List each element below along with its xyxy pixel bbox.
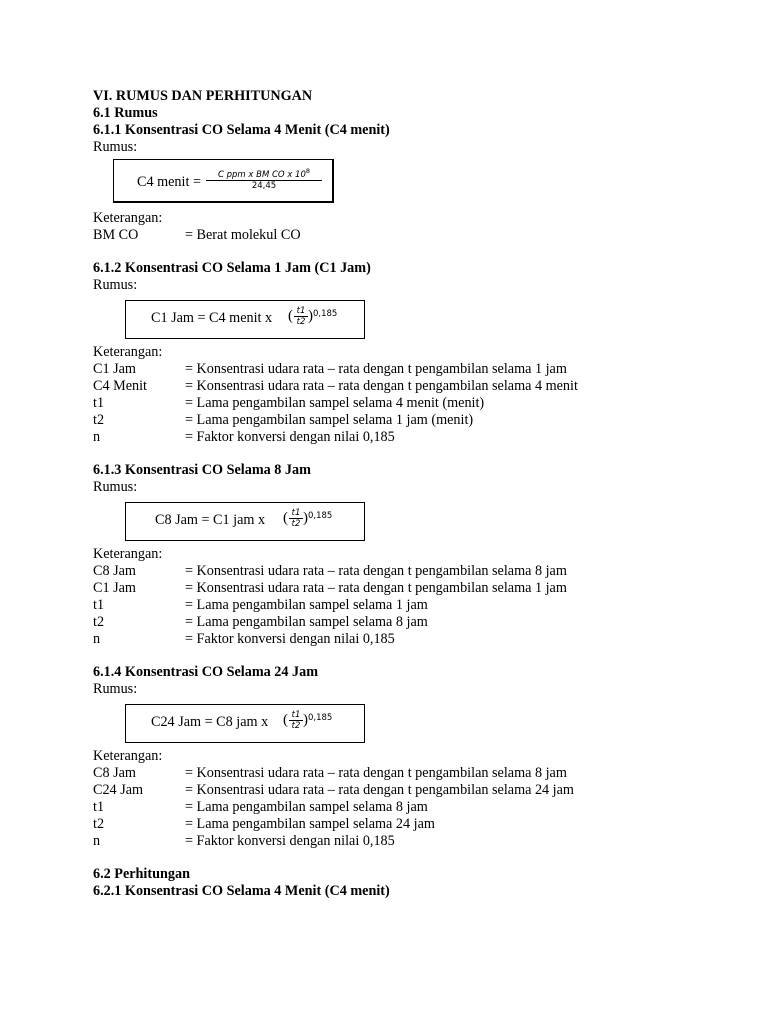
keterangan-definition: = Lama pengambilan sampel selama 1 jam (menit) (185, 412, 474, 428)
formula-lhs: C8 Jam = C1 jam x (155, 512, 266, 528)
rumus-label: Rumus: (93, 681, 138, 697)
keterangan-row (93, 597, 733, 614)
keterangan-row (93, 833, 733, 850)
keterangan-term: BM CO (93, 227, 139, 243)
keterangan-label: Keterangan: (93, 748, 163, 764)
keterangan-definition: = Faktor konversi dengan nilai 0,185 (185, 833, 395, 849)
close-paren: ) (303, 510, 308, 526)
subsection-heading-6-1-2: 6.1.2 Konsentrasi CO Selama 1 Jam (C1 Jam) (93, 260, 371, 276)
subsection-heading-6-1-1: 6.1.1 Konsentrasi CO Selama 4 Menit (C4 menit) (93, 122, 390, 138)
keterangan-term: t1 (93, 799, 105, 815)
keterangan-term: t2 (93, 816, 105, 832)
keterangan-definition: = Faktor konversi dengan nilai 0,185 (185, 631, 395, 647)
keterangan-row (93, 799, 733, 816)
formula-box-c4-menit (113, 159, 334, 203)
formula-denominator: t2 (291, 519, 301, 529)
keterangan-term: C8 Jam (93, 765, 136, 781)
keterangan-definition: = Konsentrasi udara rata – rata dengan t pengambilan selama 4 menit (185, 378, 578, 394)
formula-lhs: C1 Jam = C4 menit x (151, 310, 273, 326)
keterangan-term: t1 (93, 597, 105, 613)
keterangan-row (93, 580, 733, 597)
formula-numerator: t1 (289, 710, 303, 721)
numerator-text: C ppm x BM CO x 10 (217, 169, 306, 180)
keterangan-term: t2 (93, 412, 105, 428)
keterangan-definition: = Lama pengambilan sampel selama 1 jam (185, 597, 428, 613)
keterangan-definition: = Konsentrasi udara rata – rata dengan t pengambilan selama 8 jam (185, 765, 567, 781)
keterangan-term: C8 Jam (93, 563, 136, 579)
formula-fraction (294, 306, 308, 327)
keterangan-definition: = Berat molekul CO (185, 227, 301, 243)
keterangan-label: Keterangan: (93, 546, 163, 562)
keterangan-term: C1 Jam (93, 361, 136, 377)
section-heading-6-2: 6.2 Perhitungan (93, 866, 190, 882)
keterangan-term: n (93, 631, 101, 647)
formula-box-c8-jam (125, 502, 365, 541)
keterangan-definition: = Lama pengambilan sampel selama 4 menit (menit) (185, 395, 485, 411)
keterangan-term: C4 Menit (93, 378, 147, 394)
formula-fraction (289, 508, 303, 529)
formula-exponent: 0,185 (308, 713, 333, 723)
formula-denominator: t2 (291, 721, 301, 731)
keterangan-row (93, 765, 733, 782)
formula-denominator: 24,45 (251, 180, 277, 191)
keterangan-definition: = Konsentrasi udara rata – rata dengan t pengambilan selama 24 jam (185, 782, 574, 798)
open-paren: ( (283, 712, 288, 728)
formula-numerator: t1 (289, 508, 303, 519)
subsection-heading-6-2-1: 6.2.1 Konsentrasi CO Selama 4 Menit (C4 menit) (93, 883, 390, 899)
keterangan-term: C24 Jam (93, 782, 144, 798)
formula-numerator (206, 166, 322, 181)
subsection-heading-6-1-3: 6.1.3 Konsentrasi CO Selama 8 Jam (93, 462, 311, 478)
close-paren: ) (303, 712, 308, 728)
formula-denominator: t2 (296, 317, 306, 327)
keterangan-definition: = Lama pengambilan sampel selama 8 jam (185, 614, 428, 630)
keterangan-row (93, 816, 733, 833)
keterangan-row (93, 227, 733, 244)
formula-fraction (289, 710, 303, 731)
section-heading-6-1: 6.1 Rumus (93, 105, 158, 121)
keterangan-label: Keterangan: (93, 344, 163, 360)
rumus-label: Rumus: (93, 277, 138, 293)
subsection-heading-6-1-4: 6.1.4 Konsentrasi CO Selama 24 Jam (93, 664, 319, 680)
keterangan-row (93, 395, 733, 412)
keterangan-row (93, 614, 733, 631)
keterangan-row (93, 631, 733, 648)
formula-box-c1-jam (125, 300, 365, 339)
formula-exponent: 0,185 (313, 309, 338, 319)
rumus-label: Rumus: (93, 139, 138, 155)
formula-lhs: C4 menit = (137, 174, 201, 190)
keterangan-row (93, 429, 733, 446)
keterangan-row (93, 378, 733, 395)
formula-exponent: 0,185 (308, 511, 333, 521)
numerator-exponent: 8 (305, 167, 311, 175)
formula-fraction (206, 166, 322, 191)
keterangan-definition: = Konsentrasi udara rata – rata dengan t pengambilan selama 8 jam (185, 563, 567, 579)
open-paren: ( (283, 510, 288, 526)
keterangan-term: n (93, 833, 101, 849)
keterangan-definition: = Faktor konversi dengan nilai 0,185 (185, 429, 395, 445)
keterangan-row (93, 412, 733, 429)
keterangan-definition: = Lama pengambilan sampel selama 24 jam (185, 816, 435, 832)
formula-numerator: t1 (294, 306, 308, 317)
close-paren: ) (308, 308, 313, 324)
keterangan-label: Keterangan: (93, 210, 163, 226)
keterangan-row (93, 361, 733, 378)
keterangan-definition: = Konsentrasi udara rata – rata dengan t pengambilan selama 1 jam (185, 580, 567, 596)
rumus-label: Rumus: (93, 479, 138, 495)
open-paren: ( (288, 308, 293, 324)
keterangan-term: t2 (93, 614, 105, 630)
keterangan-definition: = Konsentrasi udara rata – rata dengan t pengambilan selama 1 jam (185, 361, 567, 377)
keterangan-row (93, 563, 733, 580)
keterangan-term: C1 Jam (93, 580, 136, 596)
chapter-heading: VI. RUMUS DAN PERHITUNGAN (93, 88, 313, 104)
formula-box-c24-jam (125, 704, 365, 743)
keterangan-definition: = Lama pengambilan sampel selama 8 jam (185, 799, 428, 815)
keterangan-row (93, 782, 733, 799)
keterangan-term: n (93, 429, 101, 445)
document-page (93, 88, 733, 900)
formula-lhs: C24 Jam = C8 jam x (151, 714, 269, 730)
keterangan-term: t1 (93, 395, 105, 411)
